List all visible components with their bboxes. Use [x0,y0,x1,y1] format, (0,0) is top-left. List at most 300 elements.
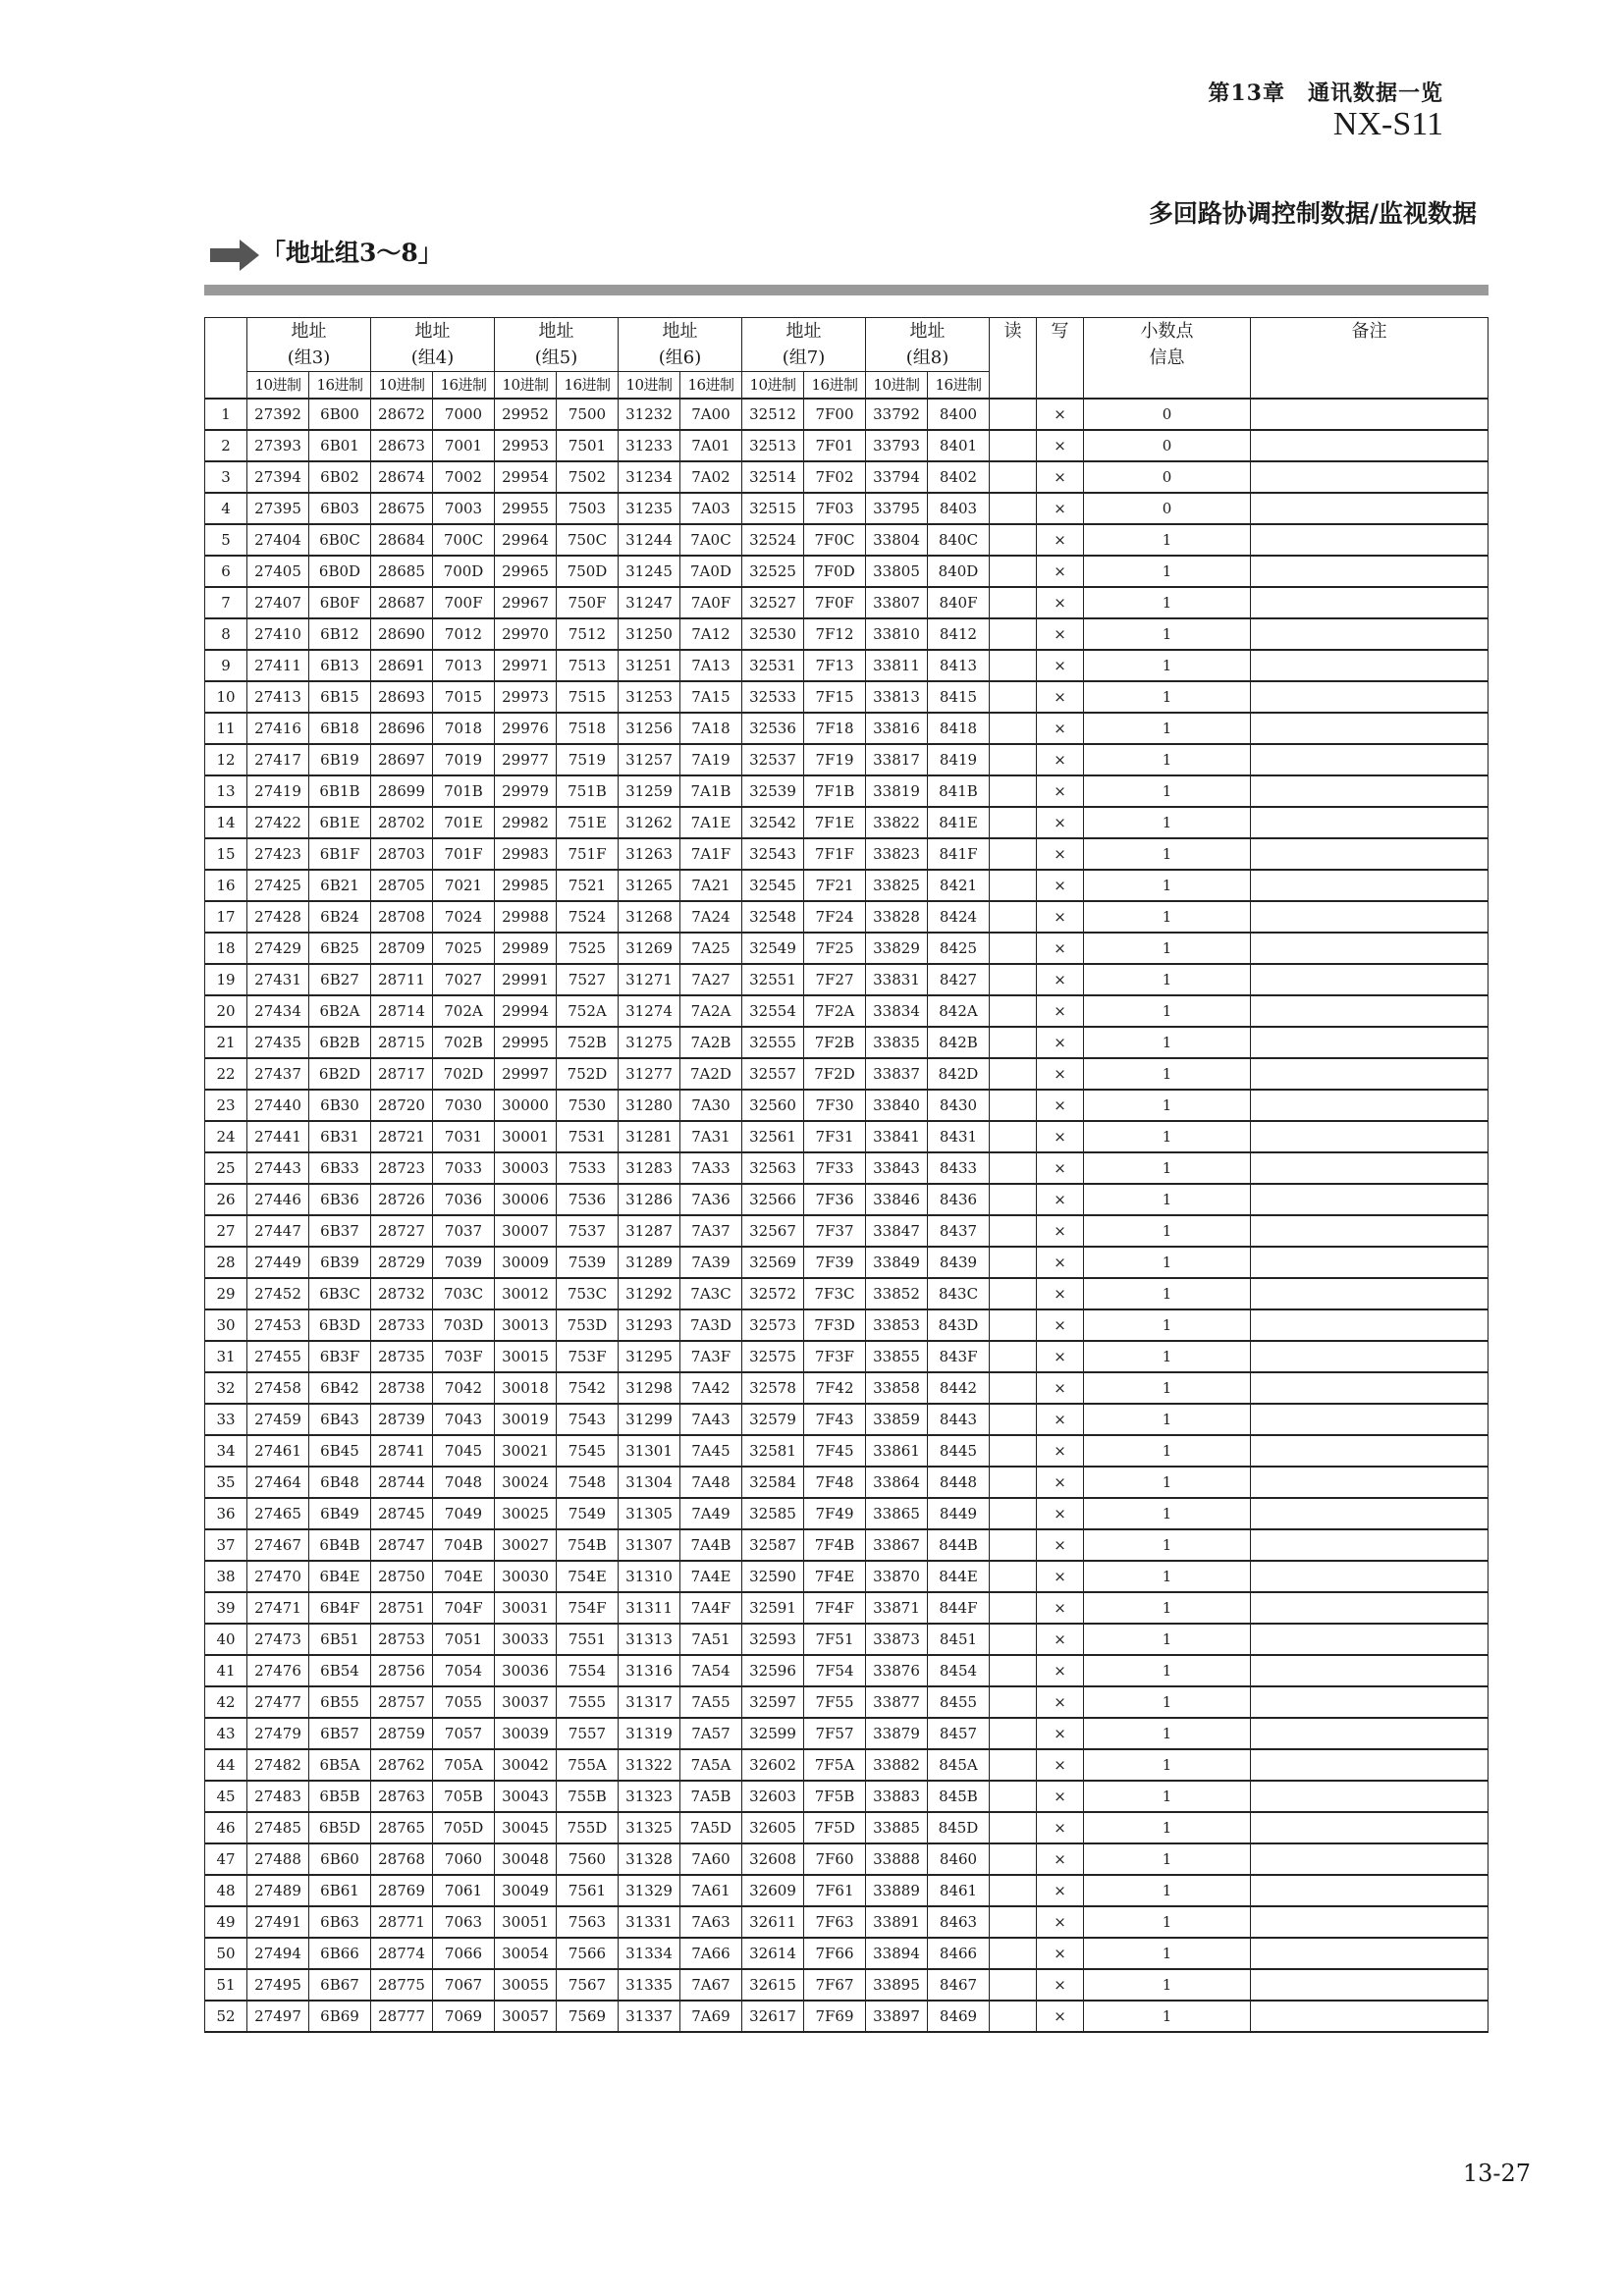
table-cell: 27497 [247,2001,309,2032]
table-cell: 7A1E [680,807,742,838]
table-cell: 32513 [742,430,804,461]
table-cell: 32575 [742,1341,804,1372]
table-cell: 30027 [495,1529,557,1561]
table-cell: 842D [928,1058,990,1090]
table-cell: 843D [928,1309,990,1341]
table-cell: 31257 [619,744,680,775]
table-cell: 6B2B [309,1027,371,1058]
table-body [205,399,1489,2032]
table-cell: 700C [433,524,495,556]
table-cell: 1 [1084,1561,1251,1592]
table-cell: 27392 [247,399,309,430]
table-cell: 6B37 [309,1215,371,1247]
table-cell: 7F43 [804,1404,866,1435]
table-cell: 12 [205,744,247,775]
table-cell: 1 [1084,1058,1251,1090]
table-cell: 7018 [433,713,495,744]
table-row [205,430,1489,461]
table-cell: 27 [205,1215,247,1247]
table-cell [990,1184,1037,1215]
table-cell: 33852 [866,1278,928,1309]
table-cell: 704B [433,1529,495,1561]
table-cell [990,461,1037,493]
table-cell: 7560 [557,1843,619,1875]
table-cell: 28741 [371,1435,433,1467]
table-cell: 1 [1084,713,1251,744]
table-cell [990,713,1037,744]
table-cell: 840D [928,556,990,587]
table-cell: × [1037,1875,1084,1906]
table-cell: 29955 [495,493,557,524]
table-cell: 1 [1084,1781,1251,1812]
table-cell: 8415 [928,681,990,713]
table-cell: 7A48 [680,1467,742,1498]
table-cell: 704E [433,1561,495,1592]
table-cell: 28709 [371,933,433,964]
table-cell: 1 [1084,1592,1251,1624]
table-cell [990,2001,1037,2032]
table-cell: 32557 [742,1058,804,1090]
table-cell: 33855 [866,1341,928,1372]
table-cell: 7F61 [804,1875,866,1906]
table-cell: 3 [205,461,247,493]
table-cell: 27393 [247,430,309,461]
table-cell: 27419 [247,775,309,807]
table-cell [990,1969,1037,2001]
table-cell: 7A3C [680,1278,742,1309]
table-cell: 27405 [247,556,309,587]
table-cell: 7F2B [804,1027,866,1058]
arrow-right-icon [210,240,259,271]
table-cell: 6B21 [309,870,371,901]
table-cell: 32539 [742,775,804,807]
table-cell: 33795 [866,493,928,524]
table-cell: 8455 [928,1686,990,1718]
table-cell: 701B [433,775,495,807]
table-cell: 30030 [495,1561,557,1592]
table-row [205,1404,1489,1435]
table-cell: 27465 [247,1498,309,1529]
table-cell: 7518 [557,713,619,744]
table-cell: 7A54 [680,1655,742,1686]
table-cell: 705D [433,1812,495,1843]
table-cell: 16 [205,870,247,901]
table-cell: 27410 [247,618,309,650]
page-number: 13-27 [1462,2160,1531,2187]
table-cell [1251,933,1489,964]
table-cell: 7A49 [680,1498,742,1529]
table-cell: 7567 [557,1969,619,2001]
table-cell: 1 [1084,1467,1251,1498]
table-cell: 33877 [866,1686,928,1718]
table-cell: 6B36 [309,1184,371,1215]
table-cell: 31292 [619,1278,680,1309]
table-cell: 7F4B [804,1529,866,1561]
table-cell: 7527 [557,964,619,995]
table-cell: × [1037,399,1084,430]
table-cell: × [1037,556,1084,587]
table-row [205,933,1489,964]
table-cell: 7F31 [804,1121,866,1152]
table-cell: 1 [1084,1969,1251,2001]
table-cell: 28705 [371,870,433,901]
table-cell: 31263 [619,838,680,870]
table-cell: 755B [557,1781,619,1812]
table-cell: 31283 [619,1152,680,1184]
table-cell: × [1037,1969,1084,2001]
table-cell [1251,1090,1489,1121]
table-cell: 27417 [247,744,309,775]
table-cell: 44 [205,1749,247,1781]
table-cell [990,964,1037,995]
header-write: 写 [1037,318,1084,400]
table-cell: 7542 [557,1372,619,1404]
table-cell [1251,1529,1489,1561]
table-cell: 844F [928,1592,990,1624]
table-cell: 28756 [371,1655,433,1686]
table-cell: 7019 [433,744,495,775]
table-cell: 1 [1084,2001,1251,2032]
table-cell [990,1467,1037,1498]
table-cell: 28735 [371,1341,433,1372]
header-read: 读 [990,318,1037,400]
table-cell: 7F3C [804,1278,866,1309]
table-cell: 7A2B [680,1027,742,1058]
table-cell: 8418 [928,713,990,744]
table-cell [990,1686,1037,1718]
table-cell: 27489 [247,1875,309,1906]
table-cell: 752D [557,1058,619,1090]
table-cell: 27470 [247,1561,309,1592]
table-cell: 32590 [742,1561,804,1592]
table-cell: 27464 [247,1467,309,1498]
table-cell: 32566 [742,1184,804,1215]
section-divider [204,285,1489,295]
table-cell: 7519 [557,744,619,775]
table-cell: 7F0D [804,556,866,587]
table-cell: 1 [1084,681,1251,713]
table-row [205,1686,1489,1718]
table-cell [1251,964,1489,995]
table-row [205,1843,1489,1875]
table-cell: 40 [205,1624,247,1655]
table-cell: 6 [205,556,247,587]
table-cell: 7030 [433,1090,495,1121]
table-cell: 30043 [495,1781,557,1812]
table-cell: 6B61 [309,1875,371,1906]
table-cell: 32591 [742,1592,804,1624]
table-cell: 7015 [433,681,495,713]
table-cell: 32563 [742,1152,804,1184]
table-cell: 1 [1084,838,1251,870]
table-cell: 703D [433,1309,495,1341]
table-cell: 6B02 [309,461,371,493]
table-cell: 33895 [866,1969,928,2001]
table-cell [990,901,1037,933]
table-cell [1251,1467,1489,1498]
table-cell: 7A69 [680,2001,742,2032]
table-cell: 844E [928,1561,990,1592]
group-label: 「地址组3～8」 [261,239,443,267]
table-cell: 8449 [928,1498,990,1529]
table-cell: 36 [205,1498,247,1529]
table-cell: 7F2A [804,995,866,1027]
table-cell: 7A60 [680,1843,742,1875]
table-cell: 29991 [495,964,557,995]
table-row [205,1875,1489,1906]
table-cell: × [1037,618,1084,650]
table-cell: 7530 [557,1090,619,1121]
table-cell: 6B43 [309,1404,371,1435]
table-cell [1251,1121,1489,1152]
table-cell [990,493,1037,524]
table-cell: 7F60 [804,1843,866,1875]
table-row [205,775,1489,807]
table-cell: 7F1B [804,775,866,807]
table-row [205,1718,1489,1749]
table-row [205,1561,1489,1592]
table-cell: 31337 [619,2001,680,2032]
header-dec: 10进制 [742,372,804,400]
table-cell: 6B5B [309,1781,371,1812]
table-cell: 6B39 [309,1247,371,1278]
table-cell: 28727 [371,1215,433,1247]
table-cell: 7F13 [804,650,866,681]
table-cell: 1 [1084,556,1251,587]
table-cell: 28687 [371,587,433,618]
table-cell: 31274 [619,995,680,1027]
table-cell: 31280 [619,1090,680,1121]
table-cell: 7543 [557,1404,619,1435]
table-cell: 20 [205,995,247,1027]
table-cell [1251,1184,1489,1215]
table-cell: 7F45 [804,1435,866,1467]
table-cell: 33859 [866,1404,928,1435]
table-cell: 1 [1084,1278,1251,1309]
table-cell: 753D [557,1309,619,1341]
table-cell: 6B2D [309,1058,371,1090]
table-cell: 10 [205,681,247,713]
table-cell: 6B31 [309,1121,371,1152]
table-cell: 28747 [371,1529,433,1561]
table-cell: 28750 [371,1561,433,1592]
table-cell: 28685 [371,556,433,587]
table-cell: 33822 [866,807,928,838]
table-cell: 31295 [619,1341,680,1372]
table-cell: 28711 [371,964,433,995]
table-cell: 33870 [866,1561,928,1592]
table-cell: 1 [1084,1624,1251,1655]
table-cell: 30054 [495,1938,557,1969]
table-row [205,1341,1489,1372]
table-cell: 33888 [866,1843,928,1875]
table-cell: 27452 [247,1278,309,1309]
table-cell [990,744,1037,775]
table-cell: 8427 [928,964,990,995]
table-cell: 28691 [371,650,433,681]
table-cell: 31247 [619,587,680,618]
table-cell: 1 [1084,1341,1251,1372]
table-cell: 4 [205,493,247,524]
header-group: 地址 (组6) [619,318,742,372]
table-row [205,744,1489,775]
table-cell: 7536 [557,1184,619,1215]
table-cell: 7A45 [680,1435,742,1467]
table-cell: 30019 [495,1404,557,1435]
table-cell [1251,1906,1489,1938]
table-cell: 7A55 [680,1686,742,1718]
table-cell: 7F24 [804,901,866,933]
table-cell [990,399,1037,430]
table-cell: 7A37 [680,1215,742,1247]
table-cell: 32531 [742,650,804,681]
table-cell: 7561 [557,1875,619,1906]
table-cell: 7A27 [680,964,742,995]
table-cell: 700D [433,556,495,587]
table-cell: 31233 [619,430,680,461]
table-cell [1251,744,1489,775]
table-cell: × [1037,1278,1084,1309]
table-cell: 32515 [742,493,804,524]
table-cell: 30051 [495,1906,557,1938]
header-dec: 10进制 [866,372,928,400]
table-cell: 7A21 [680,870,742,901]
table-cell: 1 [1084,1906,1251,1938]
table-cell: 33837 [866,1058,928,1090]
table-cell: 28715 [371,1027,433,1058]
table-cell: 9 [205,650,247,681]
table-cell: 7A63 [680,1906,742,1938]
table-cell: 33817 [866,744,928,775]
table-cell: 0 [1084,430,1251,461]
table-cell: 28693 [371,681,433,713]
table-cell: × [1037,995,1084,1027]
table-cell: 7512 [557,618,619,650]
table-cell: 6B00 [309,399,371,430]
table-cell: 32527 [742,587,804,618]
header-group: 地址 (组8) [866,318,990,372]
table-cell: 7A0F [680,587,742,618]
table-cell: 30000 [495,1090,557,1121]
table-cell: 701E [433,807,495,838]
table-cell: 6B51 [309,1624,371,1655]
table-cell: 29997 [495,1058,557,1090]
table-cell: 32605 [742,1812,804,1843]
table-row [205,1906,1489,1938]
table-cell: 28738 [371,1372,433,1404]
table-cell: 29989 [495,933,557,964]
table-cell: 751E [557,807,619,838]
table-cell: 8419 [928,744,990,775]
table-cell: 7036 [433,1184,495,1215]
table-cell: 7F54 [804,1655,866,1686]
table-cell: 31244 [619,524,680,556]
table-cell [1251,1341,1489,1372]
table-cell: 41 [205,1655,247,1686]
table-cell: × [1037,1404,1084,1435]
table-cell: 30018 [495,1372,557,1404]
table-cell: 7503 [557,493,619,524]
table-cell: × [1037,1152,1084,1184]
table-cell: 8467 [928,1969,990,2001]
table-cell: 29952 [495,399,557,430]
table-cell [1251,1781,1489,1812]
table-cell: 27411 [247,650,309,681]
table-cell: 31328 [619,1843,680,1875]
table-cell: 30009 [495,1247,557,1278]
table-cell: 33858 [866,1372,928,1404]
table-cell: 702B [433,1027,495,1058]
table-row [205,838,1489,870]
table-cell: 1 [1084,1215,1251,1247]
table-cell: 28714 [371,995,433,1027]
table-cell: 28763 [371,1781,433,1812]
header-dec: 10进制 [247,372,309,400]
table-cell: 27458 [247,1372,309,1404]
table-cell: 1 [1084,1843,1251,1875]
table-cell: 7F48 [804,1467,866,1498]
table-cell: 841B [928,775,990,807]
table-cell: 31262 [619,807,680,838]
table-cell: 28673 [371,430,433,461]
table-row [205,1372,1489,1404]
table-cell: 843F [928,1341,990,1372]
table-cell: 7500 [557,399,619,430]
table-cell [1251,1592,1489,1624]
table-cell: 31234 [619,461,680,493]
table-row [205,870,1489,901]
table-cell: 7F36 [804,1184,866,1215]
chapter-title: 第13章 通讯数据一览 [1208,80,1443,106]
table-cell: 702A [433,995,495,1027]
table-cell: 8430 [928,1090,990,1121]
table-cell: 750F [557,587,619,618]
table-cell [1251,1058,1489,1090]
table-cell: 27485 [247,1812,309,1843]
table-cell: 6B4E [309,1561,371,1592]
table-cell: 27446 [247,1184,309,1215]
table-cell: 29967 [495,587,557,618]
table-cell: 27441 [247,1121,309,1152]
table-cell: 6B66 [309,1938,371,1969]
table-cell: 7F4E [804,1561,866,1592]
table-cell: 7039 [433,1247,495,1278]
table-cell: 1 [1084,901,1251,933]
table-cell [1251,587,1489,618]
table-cell: 28699 [371,775,433,807]
table-cell: × [1037,681,1084,713]
table-cell: 1 [1084,1435,1251,1467]
table-cell: × [1037,1938,1084,1969]
table-cell: 51 [205,1969,247,2001]
table-cell: × [1037,964,1084,995]
table-row [205,1278,1489,1309]
table-cell: 1 [1084,870,1251,901]
table-cell: 27395 [247,493,309,524]
table-cell: 7001 [433,430,495,461]
table-cell: 704F [433,1592,495,1624]
table-cell: 27455 [247,1341,309,1372]
table-row [205,807,1489,838]
table-cell: × [1037,1812,1084,1843]
table-cell: 7521 [557,870,619,901]
table-cell [1251,1278,1489,1309]
table-cell [1251,713,1489,744]
table-cell: 17 [205,901,247,933]
table-cell: 27471 [247,1592,309,1624]
table-cell: 31271 [619,964,680,995]
table-cell: 30007 [495,1215,557,1247]
